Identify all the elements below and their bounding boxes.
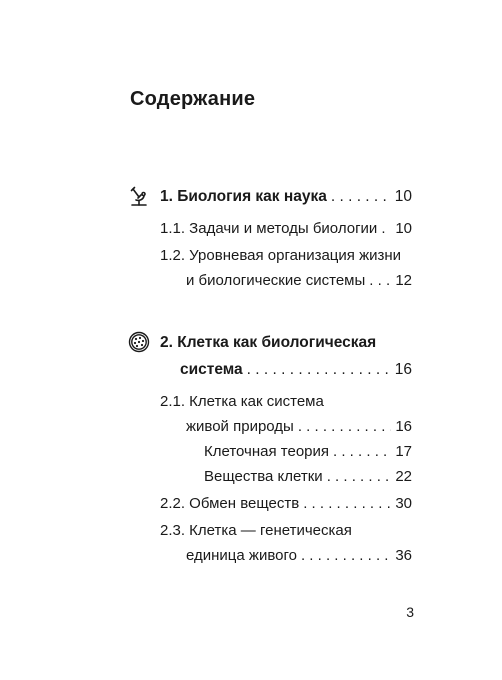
dot-leader [381, 216, 391, 242]
toc-page-number: 30 [395, 495, 412, 512]
toc-entry-cell-theory[interactable] [204, 439, 412, 465]
toc-entry-label: 2.2. Обмен веществ [160, 495, 300, 512]
toc-page-number: 12 [395, 272, 412, 289]
toc-entry-2-3-line1[interactable]: 2.3. Клетка — генетическая [160, 522, 352, 539]
toc-page-number: 16 [394, 361, 412, 378]
dot-leader [247, 357, 391, 383]
toc-entry-1-2[interactable] [186, 268, 412, 294]
toc-page-number: 10 [395, 220, 412, 237]
toc-entry-label: единица живого [186, 547, 297, 564]
toc-section-1[interactable] [160, 184, 412, 210]
toc-section-2-line1[interactable]: 2. Клетка как биологическая [160, 334, 377, 351]
dot-leader [301, 543, 391, 569]
toc-entry-1-2-line1[interactable]: 1.2. Уровневая организация жизни [160, 247, 402, 264]
microscope-icon [128, 186, 150, 208]
dot-leader [331, 184, 391, 210]
toc-entry-2-1-line1[interactable]: 2.1. Клетка как система [160, 393, 324, 410]
toc-page-number: 10 [394, 188, 412, 205]
toc-section-title: 1. Биология как наука [160, 188, 327, 205]
toc-entry-1-1[interactable] [160, 216, 412, 242]
toc-page-number: 36 [395, 547, 412, 564]
toc-section-2[interactable] [180, 357, 412, 383]
toc-entry-label: живой природы [186, 418, 294, 435]
toc-entry-2-1[interactable] [186, 414, 412, 440]
toc-page-number: 22 [395, 468, 412, 485]
dot-leader [303, 491, 391, 517]
toc-entry-label: и биологические системы [186, 272, 366, 289]
dot-leader [369, 268, 391, 294]
toc-page-number: 17 [395, 443, 412, 460]
toc-section-title: система [180, 361, 243, 378]
page-number: 3 [406, 604, 414, 620]
dot-leader [327, 464, 392, 490]
page-title: Содержание [130, 88, 256, 110]
toc-entry-2-2[interactable] [160, 491, 412, 517]
cell-icon [128, 331, 150, 353]
toc-entry-label: Клеточная теория [204, 443, 330, 460]
toc-entry-cell-substances[interactable] [204, 464, 412, 490]
toc-entry-2-3[interactable] [186, 543, 412, 569]
toc-page-number: 16 [395, 418, 412, 435]
toc-entry-label: Вещества клетки [204, 468, 323, 485]
dot-leader [298, 414, 391, 440]
toc-entry-label: 1.1. Задачи и методы биологии [160, 220, 378, 237]
dot-leader [333, 439, 391, 465]
